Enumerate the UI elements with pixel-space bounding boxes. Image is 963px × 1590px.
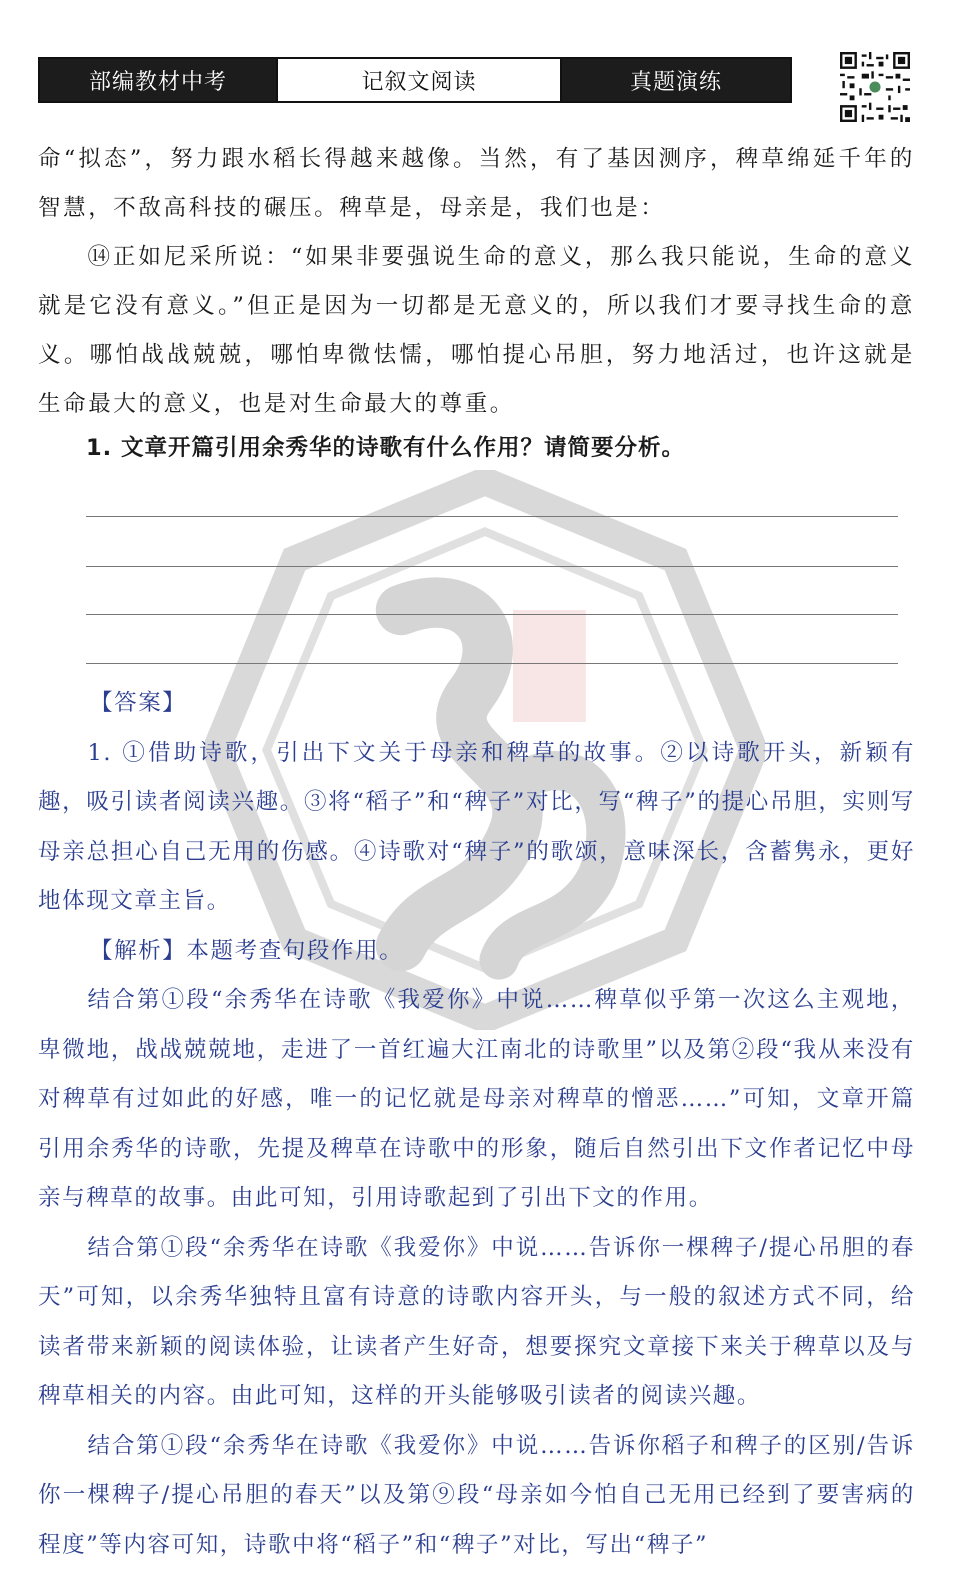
analysis-paragraph-3: 结合第①段“余秀华在诗歌《我爱你》中说……告诉你稻子和稗子的区别/告诉你一棵稗子/提心吊胆的春天”以及第⑨段“母亲如今怕自己无用已经到了要害病的程度”等内容可知，诗歌中将“稻子”和“稗子”对比，写出“稗子” — [38, 1432, 915, 1558]
question-1: 1. 文章开篇引用余秀华的诗歌有什么作用？请简要分析。 — [86, 435, 686, 461]
analysis-paragraph-1: 结合第①段“余秀华在诗歌《我爱你》中说……稗草似乎第一次这么主观地，卑微地，战战兢兢地，走进了一首红遍大江南北的诗歌里”以及第②段“我从来没有对稗草有过如此的好感，唯一的记忆就是母亲对稗草的憎恶……”可知，文章开篇引用余秀华的诗歌，先提及稗草在诗歌中的形象，随后自然引出下文作者记忆中母亲与稗草的故事。由此可知，引用诗歌起到了引出下文的作用。 — [38, 987, 915, 1211]
answer-section — [38, 679, 915, 1570]
header-center: 记叙文阅读 — [276, 59, 562, 101]
passage — [38, 135, 915, 429]
analysis-label: 【解析】 — [90, 937, 187, 964]
passage-paragraph-13: 命“拟态”，努力跟水稻长得越来越像。当然，有了基因测序，稗草绵延千年的智慧，不敌高科技的碾压。稗草是，母亲是，我们也是： — [38, 146, 915, 221]
analysis-heading — [38, 927, 915, 977]
answer-label: 【答案】 — [90, 690, 187, 716]
header-right: 真题演练 — [562, 59, 790, 101]
answer-text: 1. ①借助诗歌，引出下文关于母亲和稗草的故事。②以诗歌开头，新颖有趣，吸引读者阅读兴趣。③将“稻子”和“稗子”对比，写“稗子”的提心吊胆，实则写母亲总担心自己无用的伤感。④诗歌对“稗子”的歌颂，意味深长，含蓄隽永，更好地体现文章主旨。 — [38, 739, 915, 914]
analysis-intro: 本题考查句段作用。 — [186, 937, 404, 964]
answer-line[interactable] — [86, 516, 898, 517]
answer-line[interactable] — [86, 614, 898, 615]
header-bar — [38, 57, 792, 103]
qr-code-icon — [840, 52, 910, 122]
answer-line[interactable] — [86, 663, 898, 664]
header-left: 部编教材中考 — [40, 59, 276, 101]
analysis-paragraph-2: 结合第①段“余秀华在诗歌《我爱你》中说……告诉你一棵稗子/提心吊胆的春天”可知，以余秀华独特且富有诗意的诗歌内容开头，与一般的叙述方式不同，给读者带来新颖的阅读体验，让读者产生好奇，想要探究文章接下来关于稗草以及与稗草相关的内容。由此可知，这样的开头能够吸引读者的阅读兴趣。 — [38, 1234, 915, 1409]
passage-paragraph-14: ⑭正如尼采所说：“如果非要强说生命的意义，那么我只能说，生命的意义就是它没有意义。”但正是因为一切都是无意义的，所以我们才要寻找生命的意义。哪怕战战兢兢，哪怕卑微怯懦，哪怕提心吊胆，努力地活过，也许这就是生命最大的意义，也是对生命最大的尊重。 — [38, 244, 915, 417]
answer-line[interactable] — [86, 566, 898, 567]
